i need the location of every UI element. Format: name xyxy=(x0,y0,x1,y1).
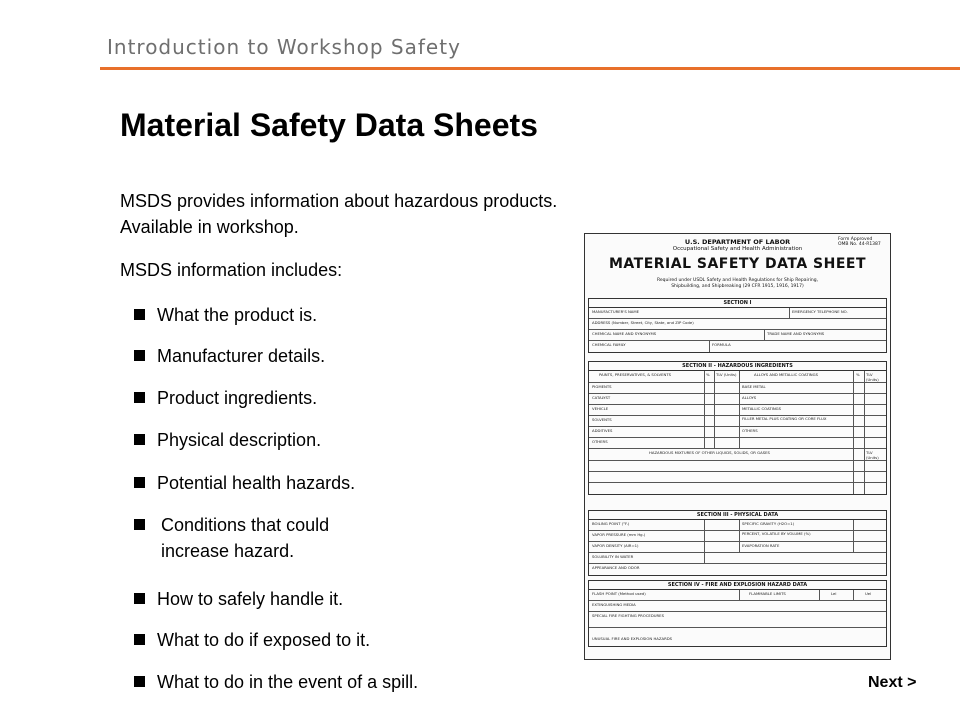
form-cell: ADDRESS (Number, Street, City, State, and ZIP Code) xyxy=(592,320,694,325)
form-divider xyxy=(704,427,705,437)
msds-form-image xyxy=(584,233,891,660)
list-item xyxy=(134,385,317,411)
form-divider xyxy=(864,394,865,404)
form-cell: FILLER METAL PLUS COATING OR CORE FLUX xyxy=(742,416,827,421)
list-item-text: What to do if exposed to it. xyxy=(157,630,371,650)
form-section-heading: SECTION IV - FIRE AND EXPLOSION HAZARD DATA xyxy=(589,581,886,590)
list-item-text: What to do in the event of a spill. xyxy=(157,672,419,692)
form-row xyxy=(589,416,886,427)
form-cell: Uel xyxy=(865,591,872,596)
form-divider xyxy=(764,330,765,340)
form-row xyxy=(589,564,886,575)
form-requirement: Required under USDL Safety and Health Regulations for Ship Repairing, Shipbuilding, and Shipbreaking (29 CFR 1915, 1916, 1917) xyxy=(656,278,818,289)
form-cell: EXTINGUISHING MEDIA xyxy=(592,602,636,607)
form-divider xyxy=(739,427,740,437)
form-divider xyxy=(704,383,705,393)
intro-line-1: MSDS provides information about hazardous products. xyxy=(120,191,558,211)
form-divider xyxy=(853,531,854,541)
form-section-heading: SECTION I xyxy=(589,299,886,308)
list-item xyxy=(134,470,355,496)
list-item-text: Manufacturer details. xyxy=(157,346,326,366)
intro-line-2: Available in workshop. xyxy=(120,217,299,237)
form-divider xyxy=(853,520,854,530)
form-cell: OTHERS xyxy=(592,439,608,444)
form-divider xyxy=(864,472,865,482)
form-cell: FORMULA xyxy=(712,342,731,347)
form-row xyxy=(589,628,886,646)
bullet-square-icon xyxy=(134,309,145,320)
form-cell: PIGMENTS xyxy=(592,384,612,389)
form-divider xyxy=(864,461,865,471)
form-divider xyxy=(739,531,740,541)
form-divider xyxy=(864,438,865,448)
form-cell: HAZARDOUS MIXTURES OF OTHER LIQUIDS, SOLIDS, OR GASES xyxy=(649,450,770,455)
form-cell: EMERGENCY TELEPHONE NO. xyxy=(792,309,848,314)
next-button[interactable]: Next > xyxy=(868,674,917,691)
form-row xyxy=(589,520,886,531)
slide-title: Material Safety Data Sheets xyxy=(120,107,538,143)
form-cell: TLV (Units) xyxy=(716,372,737,377)
form-row xyxy=(589,438,886,449)
form-cell: CHEMICAL FAMILY xyxy=(592,342,626,347)
list-item xyxy=(134,343,325,369)
form-divider xyxy=(714,416,715,426)
form-approval-note: Form Approved OMB No. 44-R1387 xyxy=(838,237,881,247)
list-item xyxy=(134,586,343,612)
list-item xyxy=(134,627,370,653)
form-cell: FLAMMABLE LIMITS xyxy=(749,591,786,596)
form-row xyxy=(589,383,886,394)
form-divider xyxy=(864,405,865,415)
form-divider xyxy=(864,416,865,426)
form-divider xyxy=(853,383,854,393)
bullet-square-icon xyxy=(134,392,145,403)
header-divider xyxy=(100,67,960,70)
form-cell: VAPOR DENSITY (AIR=1) xyxy=(592,543,639,548)
bullet-square-icon xyxy=(134,350,145,361)
form-cell: VEHICLE xyxy=(592,406,609,411)
form-divider xyxy=(704,438,705,448)
form-row xyxy=(589,542,886,553)
form-divider xyxy=(853,438,854,448)
list-item xyxy=(134,302,317,328)
form-divider xyxy=(853,461,854,471)
form-row xyxy=(589,405,886,416)
form-cell: BOILING POINT (°F.) xyxy=(592,521,630,526)
form-cell: FLASH POINT (Method used) xyxy=(592,591,646,596)
form-divider xyxy=(739,590,740,600)
form-cell: MANUFACTURER'S NAME xyxy=(592,309,640,314)
form-divider xyxy=(714,383,715,393)
form-section-heading: SECTION III - PHYSICAL DATA xyxy=(589,511,886,520)
form-row xyxy=(589,330,886,341)
list-item-text: Potential health hazards. xyxy=(157,473,356,493)
bullet-square-icon xyxy=(134,676,145,687)
includes-label: MSDS information includes: xyxy=(120,260,343,280)
form-section-heading: SECTION II - HAZARDOUS INGREDIENTS xyxy=(589,362,886,371)
presentation-title: Introduction to Workshop Safety xyxy=(107,35,461,59)
list-item-text: Product ingredients. xyxy=(157,388,318,408)
form-divider xyxy=(739,405,740,415)
form-row xyxy=(589,553,886,564)
form-divider xyxy=(853,472,854,482)
form-divider xyxy=(853,427,854,437)
form-row xyxy=(589,371,886,383)
form-divider xyxy=(704,405,705,415)
form-divider xyxy=(864,383,865,393)
form-cell: SOLVENTS xyxy=(592,417,612,422)
form-row xyxy=(589,590,886,601)
form-cell: TLV (Units) xyxy=(866,450,879,460)
form-row xyxy=(589,319,886,330)
list-item xyxy=(134,512,397,564)
form-row xyxy=(589,461,886,472)
form-cell: EVAPORATION RATE xyxy=(742,543,780,548)
form-row xyxy=(589,601,886,612)
bullet-square-icon xyxy=(134,434,145,445)
form-divider xyxy=(864,371,865,382)
form-divider xyxy=(704,416,705,426)
list-item xyxy=(134,427,321,453)
form-divider xyxy=(853,590,854,600)
form-divider xyxy=(853,416,854,426)
form-divider xyxy=(714,371,715,382)
form-cell: SPECIAL FIRE FIGHTING PROCEDURES xyxy=(592,613,664,618)
form-agency: Occupational Safety and Health Administration xyxy=(672,246,803,252)
form-section-3 xyxy=(588,510,887,576)
form-divider xyxy=(853,371,854,382)
bullet-square-icon xyxy=(134,634,145,645)
form-row xyxy=(589,394,886,405)
form-divider xyxy=(853,405,854,415)
bullet-square-icon xyxy=(134,519,145,530)
form-divider xyxy=(739,394,740,404)
form-cell: % xyxy=(706,372,710,377)
form-cell: CATALYST xyxy=(592,395,611,400)
form-cell: OTHERS xyxy=(742,428,758,433)
form-divider xyxy=(789,308,790,318)
form-row xyxy=(589,612,886,628)
form-divider xyxy=(864,427,865,437)
form-divider xyxy=(704,542,705,552)
form-section-1 xyxy=(588,298,887,353)
form-section-4 xyxy=(588,580,887,647)
form-divider xyxy=(714,394,715,404)
form-divider xyxy=(864,449,865,460)
form-department: U.S. DEPARTMENT OF LABOR xyxy=(684,238,791,246)
form-cell: SOLUBILITY IN WATER xyxy=(592,554,634,559)
form-row xyxy=(589,472,886,483)
form-cell: ALLOYS AND METALLIC COATINGS xyxy=(754,372,818,377)
form-divider xyxy=(704,520,705,530)
form-cell: TLV (Units) xyxy=(866,372,879,382)
form-row xyxy=(589,531,886,542)
form-divider xyxy=(709,341,710,352)
form-row xyxy=(589,449,886,461)
form-divider xyxy=(853,483,854,494)
list-item-text: How to safely handle it. xyxy=(157,589,344,609)
form-row xyxy=(589,483,886,494)
form-row xyxy=(589,308,886,319)
form-divider xyxy=(739,520,740,530)
form-cell: VAPOR PRESSURE (mm Hg.) xyxy=(592,532,646,537)
form-cell: CHEMICAL NAME AND SYNONYMS xyxy=(592,331,657,336)
form-divider xyxy=(739,438,740,448)
list-item-text: Physical description. xyxy=(157,430,322,450)
form-divider xyxy=(853,542,854,552)
form-row xyxy=(589,341,886,352)
form-cell: Lel xyxy=(831,591,837,596)
form-cell: APPEARANCE AND ODOR xyxy=(592,565,640,570)
form-divider xyxy=(739,383,740,393)
list-item-text: What the product is. xyxy=(157,305,318,325)
form-cell: UNUSUAL FIRE AND EXPLOSION HAZARDS xyxy=(592,636,673,641)
form-divider xyxy=(739,416,740,426)
form-divider xyxy=(704,371,705,382)
form-cell: PAINTS, PRESERVATIVES, & SOLVENTS xyxy=(599,372,672,377)
form-divider xyxy=(704,553,705,563)
form-divider xyxy=(704,531,705,541)
form-divider xyxy=(819,590,820,600)
form-cell: METALLIC COATINGS xyxy=(742,406,782,411)
form-header xyxy=(585,234,890,296)
form-divider xyxy=(853,394,854,404)
form-cell: BASE METAL xyxy=(742,384,766,389)
form-cell: % xyxy=(856,372,860,377)
form-title: MATERIAL SAFETY DATA SHEET xyxy=(608,256,867,272)
form-divider xyxy=(739,371,740,382)
form-divider xyxy=(714,438,715,448)
bullet-square-icon xyxy=(134,593,145,604)
bullet-square-icon xyxy=(134,477,145,488)
form-section-2 xyxy=(588,361,887,495)
form-cell: TRADE NAME AND SYNONYMS xyxy=(767,331,825,336)
form-cell: ALLOYS xyxy=(742,395,757,400)
form-divider xyxy=(853,449,854,460)
form-cell: SPECIFIC GRAVITY (H2O=1) xyxy=(742,521,795,526)
form-divider xyxy=(704,394,705,404)
form-divider xyxy=(714,427,715,437)
list-item xyxy=(134,669,418,695)
form-cell: PERCENT, VOLATILE BY VOLUME (%) xyxy=(742,531,811,536)
list-item-text: Conditions that could increase hazard. xyxy=(161,515,330,561)
form-divider xyxy=(714,405,715,415)
form-cell: ADDITIVES xyxy=(592,428,613,433)
form-row xyxy=(589,427,886,438)
form-divider xyxy=(739,542,740,552)
form-divider xyxy=(864,483,865,494)
